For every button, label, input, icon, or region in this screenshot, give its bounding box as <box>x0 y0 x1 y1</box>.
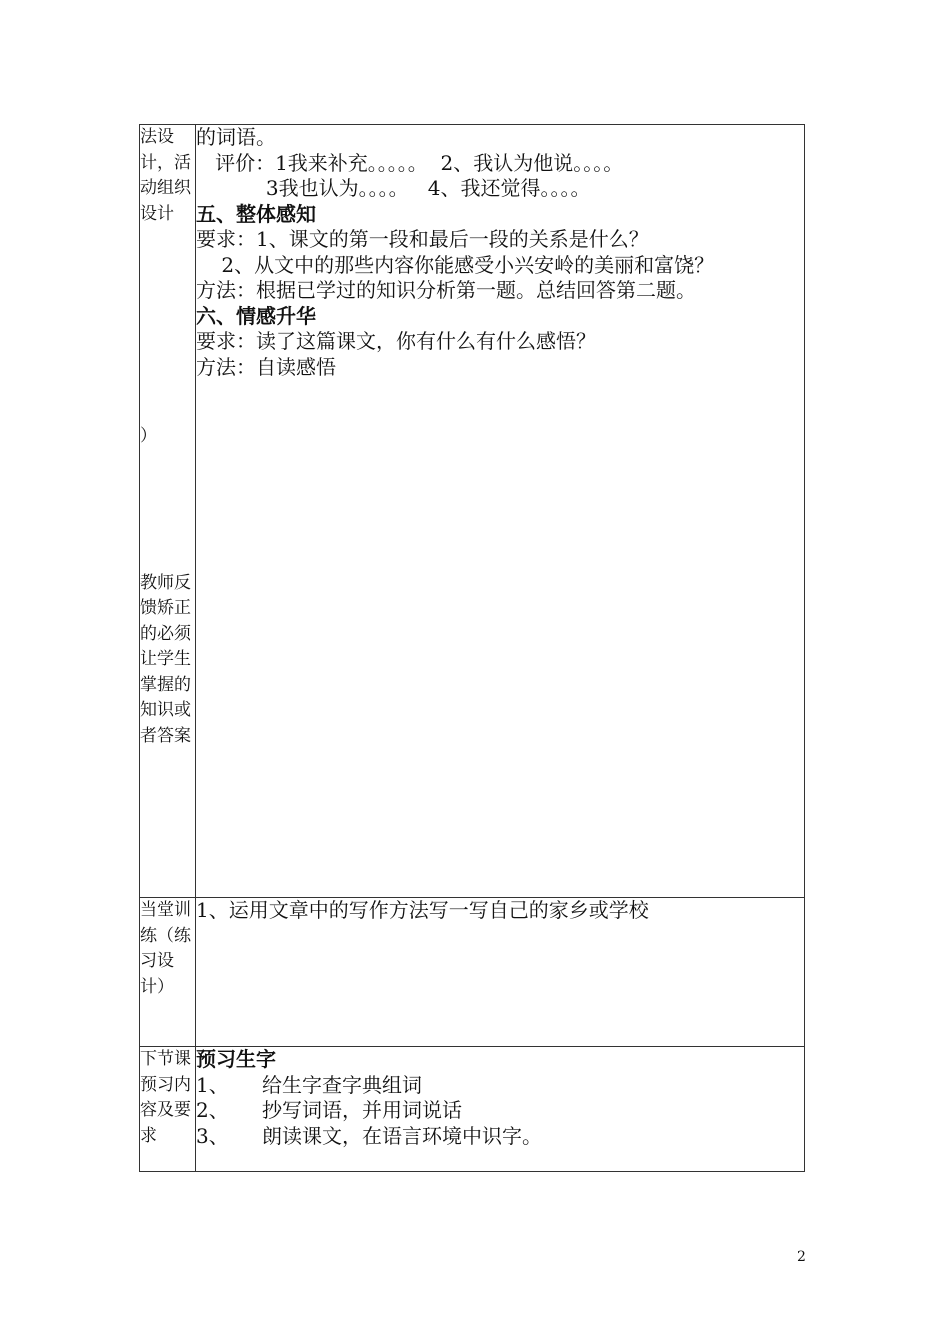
content-line: 2、从文中的那些内容你能感受小兴安岭的美丽和富饶？ <box>196 252 715 277</box>
table-row-practice <box>140 898 805 1047</box>
content-line: 方法：根据已学过的知识分析第一题。总结回答第二题。 <box>196 278 696 302</box>
content-line: 的词语。 <box>196 125 276 149</box>
content-line: 方法：自读感悟 <box>196 354 336 379</box>
label-teacher-feedback: 教师反馈矫正的必须让学生掌握的知识或者答案 <box>140 572 191 746</box>
content-cell-practice <box>196 898 805 1047</box>
list-item <box>196 1098 804 1124</box>
content-line: 评价：1我来补充。。。。。 2、我认为他说。。。。 <box>196 150 624 175</box>
list-item-text: 朗读课文，在语言环境中识字。 <box>262 1123 542 1148</box>
list-item-text: 给生字查字典组词 <box>262 1072 422 1097</box>
page-number: 2 <box>797 1249 806 1265</box>
content-line: 要求：读了这篇课文，你有什么有什么感悟？ <box>196 329 596 353</box>
list-item <box>196 1073 804 1099</box>
label-cell-activity <box>140 125 196 898</box>
list-item-number: 1、 <box>196 1072 229 1097</box>
practice-text: 1、运用文章中的写作方法写一写自己的家乡或学校 <box>196 898 649 922</box>
label-cell-preview: 下节课预习内容及要求 <box>140 1047 196 1172</box>
section-heading: 五、整体感知 <box>196 201 316 226</box>
content-cell-preview <box>196 1047 805 1172</box>
label-cell-practice: 当堂训练（练习设计） <box>140 898 196 1047</box>
content-line: 3我也认为。。。。 4、我还觉得。。。。 <box>196 176 591 200</box>
preview-heading: 预习生字 <box>196 1047 276 1071</box>
table-row-preview <box>140 1047 805 1172</box>
content-line: 要求：1、课文的第一段和最后一段的关系是什么？ <box>196 227 649 251</box>
content-cell-activity <box>196 125 805 898</box>
table-row-activity <box>140 125 805 898</box>
list-item <box>196 1124 804 1150</box>
lesson-plan-table <box>139 124 805 1172</box>
section-heading: 六、情感升华 <box>196 303 316 328</box>
label-activity-design: 法设计，活动组织设计 <box>140 127 191 224</box>
list-item-number: 3、 <box>196 1123 229 1148</box>
label-paren: ） <box>140 426 157 446</box>
list-item-text: 抄写词语，并用词说话 <box>262 1098 462 1122</box>
list-item-number: 2、 <box>196 1098 229 1122</box>
